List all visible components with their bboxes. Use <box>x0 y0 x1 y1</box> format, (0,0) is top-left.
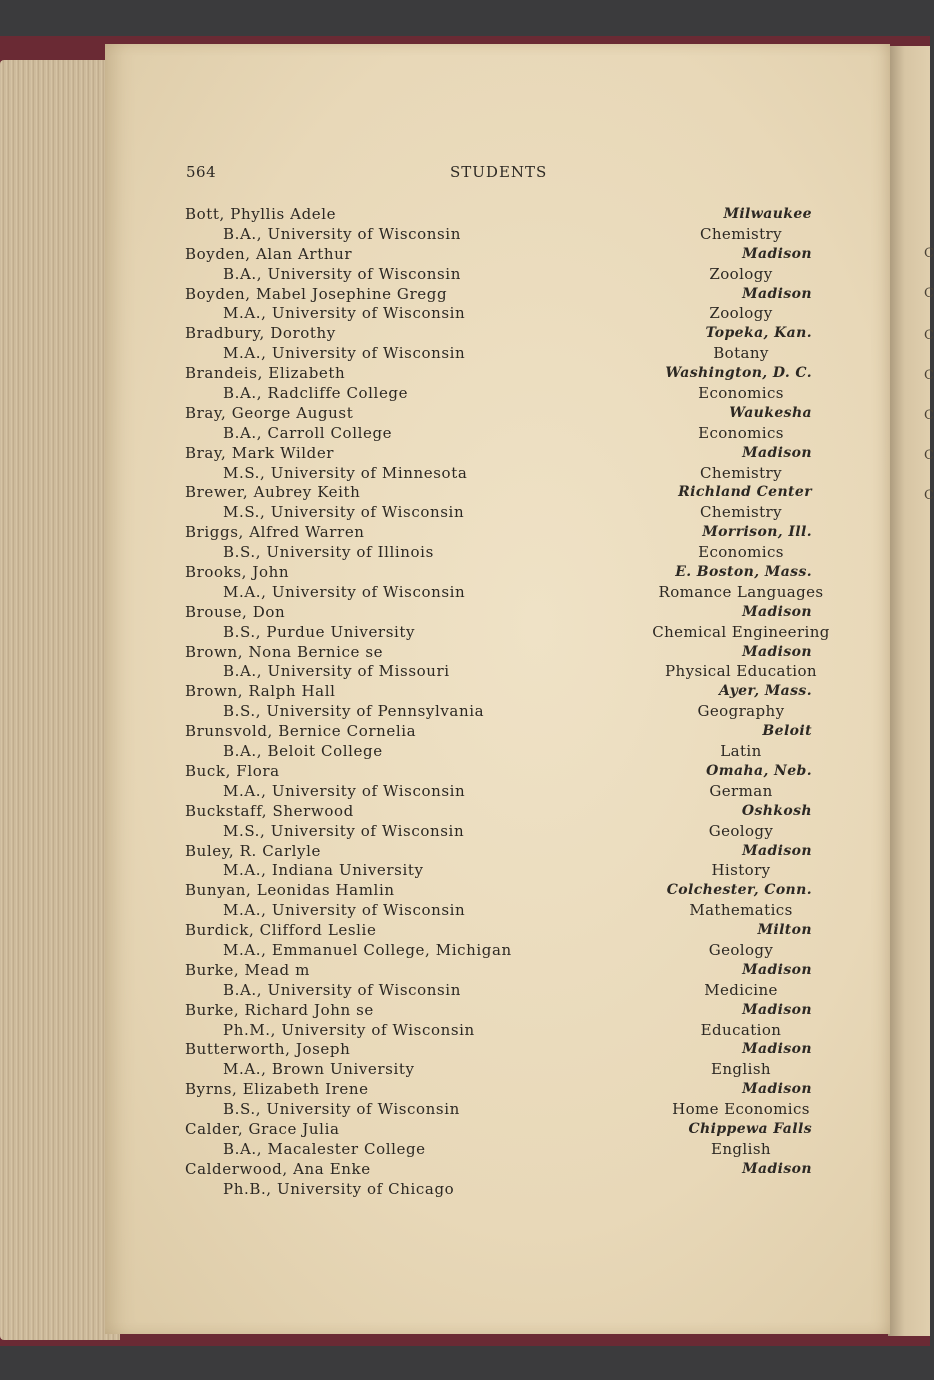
student-name-row <box>185 324 815 344</box>
student-name: Boyden, Mabel Josephine Gregg <box>185 284 448 303</box>
student-hometown: Madison <box>742 603 812 620</box>
student-major: Geology <box>708 940 774 959</box>
student-name-row <box>185 404 815 424</box>
student-name: Boyden, Alan Arthur <box>185 244 353 263</box>
student-degree-row <box>185 582 824 603</box>
student-name: Calderwood, Ana Enke <box>185 1159 371 1178</box>
student-name: Bradbury, Dorothy <box>185 324 336 343</box>
student-name: Brandeis, Elizabeth <box>185 364 346 383</box>
student-hometown: Madison <box>742 1041 812 1058</box>
student-name: Bray, George August <box>185 403 354 422</box>
student-name-row <box>185 842 815 862</box>
student-name-row <box>185 921 815 941</box>
student-hometown: Madison <box>742 245 812 262</box>
student-name: Brouse, Don <box>185 602 286 621</box>
student-major: Economics <box>698 423 784 442</box>
student-name: Byrns, Elizabeth Irene <box>185 1080 369 1099</box>
student-name-row <box>185 762 815 782</box>
student-name: Buck, Flora <box>185 761 280 780</box>
student-degree-row <box>185 622 830 643</box>
student-list <box>185 205 830 1200</box>
student-hometown: Madison <box>742 285 812 302</box>
student-major: Medicine <box>704 980 778 999</box>
student-hometown: Madison <box>742 961 812 978</box>
student-hometown: Colchester, Conn. <box>666 882 812 899</box>
student-major: Geography <box>697 702 785 721</box>
student-name-row <box>185 802 815 822</box>
student-name-row <box>185 245 815 265</box>
student-name: Burke, Richard John se <box>185 1000 374 1019</box>
student-hometown: Omaha, Neb. <box>706 762 812 779</box>
student-name-row <box>185 643 815 663</box>
student-major: Botany <box>713 344 769 363</box>
student-name-row <box>185 364 815 384</box>
student-degree-row <box>185 702 815 722</box>
student-hometown: Madison <box>742 444 812 461</box>
student-degree-row <box>185 1060 815 1080</box>
student-hometown: Waukesha <box>729 404 812 421</box>
facing-page-edge: C C C C C C C <box>888 46 930 1336</box>
student-name: Brunsvold, Bernice Cornelia <box>185 722 417 741</box>
student-name-row <box>185 205 815 225</box>
student-name: Brewer, Aubrey Keith <box>185 483 361 502</box>
student-major: Mathematics <box>689 901 793 920</box>
student-major: Education <box>700 1020 782 1039</box>
student-degree: B.A., Radcliffe College <box>223 384 409 403</box>
student-major: Chemistry <box>699 224 783 243</box>
student-major: History <box>711 861 771 880</box>
student-name-row <box>185 682 815 702</box>
student-name-row <box>185 1001 815 1021</box>
student-degree: M.S., University of Wisconsin <box>223 503 465 522</box>
page-number: 564 <box>186 163 217 181</box>
student-major: Economics <box>698 384 784 403</box>
student-degree: M.A., University of Wisconsin <box>223 582 466 601</box>
student-hometown: Chippewa Falls <box>688 1120 812 1137</box>
student-degree-row <box>185 225 815 245</box>
student-degree: B.A., University of Wisconsin <box>223 264 461 283</box>
student-degree: B.S., Purdue University <box>223 622 416 641</box>
student-degree: B.S., University of Pennsylvania <box>223 702 485 721</box>
student-degree-row <box>185 981 815 1001</box>
student-name-row <box>185 1120 815 1140</box>
student-degree: Ph.M., University of Wisconsin <box>223 1020 475 1039</box>
student-degree: B.A., Beloit College <box>223 742 383 761</box>
student-name: Bunyan, Leonidas Hamlin <box>185 881 395 900</box>
student-degree: M.S., University of Minnesota <box>223 463 468 482</box>
student-degree: B.S., University of Wisconsin <box>223 1100 460 1119</box>
student-degree: B.A., Macalester College <box>223 1139 426 1158</box>
student-degree-row <box>185 384 815 404</box>
student-degree-row <box>185 861 815 881</box>
student-degree: B.A., Carroll College <box>223 423 393 442</box>
student-major: English <box>711 1060 771 1079</box>
student-degree-row <box>185 1140 815 1160</box>
student-hometown: Richland Center <box>678 484 812 501</box>
student-name: Calder, Grace Julia <box>185 1119 340 1138</box>
student-degree-row <box>185 662 815 682</box>
student-major: Economics <box>698 543 784 562</box>
student-name-row <box>185 1040 815 1060</box>
student-major: Zoology <box>709 304 773 323</box>
student-major: Geology <box>708 821 774 840</box>
student-name: Burke, Mead m <box>185 960 310 979</box>
student-degree-row <box>185 1021 815 1041</box>
student-degree-row <box>185 742 815 762</box>
student-degree: B.S., University of Illinois <box>223 543 434 562</box>
student-name-row <box>185 722 815 742</box>
student-degree-row <box>185 1180 815 1200</box>
student-degree: B.A., University of Missouri <box>223 662 450 681</box>
student-name: Buley, R. Carlyle <box>185 841 321 860</box>
student-name: Butterworth, Joseph <box>185 1040 351 1059</box>
student-degree-row <box>185 782 815 802</box>
student-name-row <box>185 444 815 464</box>
student-degree: M.S., University of Wisconsin <box>223 821 465 840</box>
student-hometown: Washington, D. C. <box>665 365 812 382</box>
student-name: Brown, Ralph Hall <box>185 682 336 701</box>
student-name-row <box>185 603 815 623</box>
student-degree: M.A., University of Wisconsin <box>223 781 466 800</box>
student-hometown: Ayer, Mass. <box>718 683 812 700</box>
student-degree-row <box>185 1100 815 1120</box>
student-hometown: Milwaukee <box>723 206 812 222</box>
page-stack-edges <box>0 60 120 1340</box>
student-hometown: Madison <box>742 842 812 859</box>
student-hometown: Madison <box>742 1081 812 1098</box>
student-degree: M.A., University of Wisconsin <box>223 304 466 323</box>
student-major: Zoology <box>709 264 773 283</box>
student-major: Romance Languages <box>658 582 824 601</box>
student-major: Physical Education <box>665 662 817 681</box>
student-name-row <box>185 563 815 583</box>
student-hometown: Oshkosh <box>741 802 812 819</box>
student-hometown: Madison <box>742 1160 812 1177</box>
student-name-row <box>185 1160 815 1180</box>
student-major: Home Economics <box>672 1100 810 1119</box>
student-degree: M.A., University of Wisconsin <box>223 344 466 363</box>
student-hometown: Madison <box>742 643 812 660</box>
student-degree-row <box>185 265 815 285</box>
student-name-row <box>185 523 815 543</box>
student-degree-row <box>185 901 815 921</box>
student-hometown: Beloit <box>762 723 812 740</box>
student-major: Chemistry <box>699 463 783 482</box>
student-major: German <box>709 781 773 800</box>
student-hometown: Milton <box>757 922 812 939</box>
student-major: Chemistry <box>699 503 783 522</box>
student-name-row <box>185 961 815 981</box>
student-degree-row <box>185 822 815 842</box>
student-degree-row <box>185 543 815 563</box>
student-degree: M.A., University of Wisconsin <box>223 901 466 920</box>
student-name: Buckstaff, Sherwood <box>185 801 354 820</box>
student-name-row <box>185 1080 815 1100</box>
student-degree: M.A., Emmanuel College, Michigan <box>223 940 512 959</box>
student-name: Brooks, John <box>185 563 290 582</box>
student-hometown: Madison <box>742 1001 812 1018</box>
student-degree-row <box>185 344 815 364</box>
student-name: Bray, Mark Wilder <box>185 443 335 462</box>
student-degree: B.A., University of Wisconsin <box>223 980 461 999</box>
student-name-row <box>185 285 815 305</box>
student-degree-row <box>185 941 815 961</box>
student-degree-row <box>185 424 815 444</box>
student-degree-row <box>185 464 815 484</box>
student-major: Chemical Engineering <box>652 622 830 641</box>
student-name: Bott, Phyllis Adele <box>185 205 337 223</box>
student-degree-row <box>185 503 815 523</box>
student-name-row <box>185 483 815 503</box>
student-degree: Ph.B., University of Chicago <box>223 1179 455 1198</box>
student-name: Brown, Nona Bernice se <box>185 642 384 661</box>
student-name: Burdick, Clifford Leslie <box>185 921 377 940</box>
student-degree-row <box>185 304 815 324</box>
student-name-row <box>185 881 815 901</box>
student-hometown: Topeka, Kan. <box>705 325 812 342</box>
running-head <box>186 163 786 185</box>
student-major: English <box>711 1139 771 1158</box>
student-degree: M.A., Indiana University <box>223 861 424 880</box>
page-title: STUDENTS <box>450 163 548 181</box>
student-name: Briggs, Alfred Warren <box>185 523 365 542</box>
student-degree: M.A., Brown University <box>223 1060 415 1079</box>
student-degree: B.A., University of Wisconsin <box>223 224 461 243</box>
student-hometown: E. Boston, Mass. <box>675 564 812 581</box>
student-hometown: Morrison, Ill. <box>702 524 812 541</box>
student-major: Latin <box>720 742 762 761</box>
